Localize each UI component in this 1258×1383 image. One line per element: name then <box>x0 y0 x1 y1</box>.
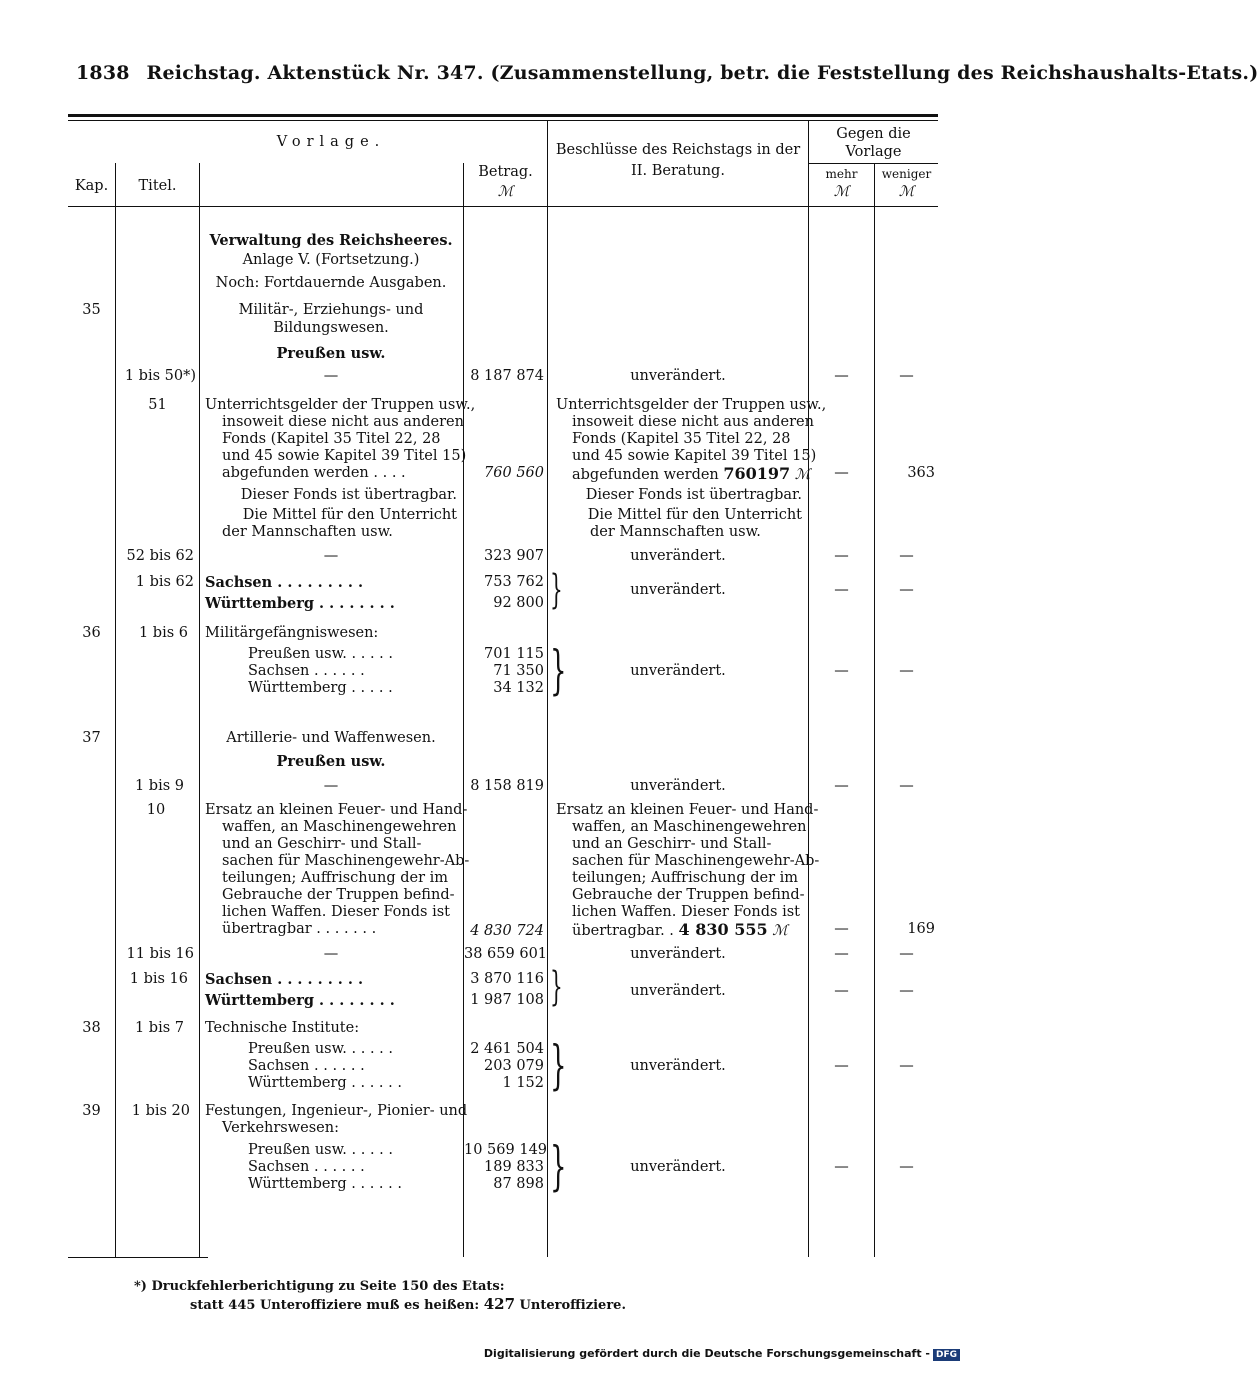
k38-v1: 2 461 504 <box>470 1041 544 1057</box>
k37-r3-titel: 11 bis 16 <box>126 946 194 962</box>
footnote-text-c: Unteroffiziere. <box>519 1298 626 1313</box>
k37-r4-weniger: — <box>899 983 914 999</box>
k35-sachsen: Sachsen . . . . . . . . . <box>205 574 364 591</box>
k35-r3-titel: 52 bis 62 <box>126 548 194 564</box>
k39-l2: Sachsen . . . . . . <box>248 1159 365 1175</box>
k36-heading: Militärgefängniswesen: <box>205 625 379 641</box>
k37-sachsen-betrag: 3 870 116 <box>470 971 544 987</box>
k35-r1-weniger: — <box>899 368 914 384</box>
k37-r1-weniger: — <box>899 778 914 794</box>
k35-r2-b-text-3: Fonds (Kapitel 35 Titel 22, 28 <box>572 431 791 447</box>
k37-r1-betrag: 8 158 819 <box>470 778 544 794</box>
k35-r2-b-note2b: der Mannschaften usw. <box>590 524 761 540</box>
k37-sachsen: Sachsen . . . . . . . . . <box>205 971 364 988</box>
k35-r2-b-last: abgefunden werden <box>572 467 719 483</box>
k35-r2-note2b: der Mannschaften usw. <box>222 524 393 540</box>
kap-35: 35 <box>82 302 101 318</box>
k36-titel: 1 bis 6 <box>138 625 188 641</box>
k37-r2-text-3: und an Geschirr- und Stall- <box>222 836 422 852</box>
header-beschluesse-2: II. Beratung. <box>631 163 725 179</box>
k39-beschluss: unverändert. <box>630 1159 726 1175</box>
k37-r2-b-text-1: Ersatz an kleinen Feuer- und Hand- <box>556 802 819 818</box>
k37-r2-text-7: lichen Waffen. Dieser Fonds ist <box>222 904 450 920</box>
k37-r2-text-4: sachen für Maschinengewehr-Ab- <box>222 853 470 869</box>
section-noch: Noch: Fortdauernde Ausgaben. <box>215 275 447 291</box>
k35-r2-betrag: 760 560 <box>484 465 544 481</box>
header-titel: Titel. <box>138 178 177 194</box>
k37-r2-b-text-7: lichen Waffen. Dieser Fonds ist <box>572 904 800 920</box>
k37-r2-b-text-6: Gebrauche der Truppen befind- <box>572 887 805 903</box>
footnote-line-2 <box>190 1296 626 1314</box>
k35-r1-beschluss: unverändert. <box>630 368 726 384</box>
table-bottom-rule <box>68 1257 208 1258</box>
k37-r2-mehr: — <box>834 921 849 937</box>
k35-r2-text-3: Fonds (Kapitel 35 Titel 22, 28 <box>222 431 441 447</box>
k37-r2-b-text-3: und an Geschirr- und Stall- <box>572 836 772 852</box>
k37-r4-beschluss: unverändert. <box>630 983 726 999</box>
k37-r4-titel: 1 bis 16 <box>129 971 188 987</box>
gegen-sub-rule <box>808 163 938 164</box>
k37-r4-mehr: — <box>834 983 849 999</box>
k39-v2: 189 833 <box>484 1159 544 1175</box>
kap-36: 36 <box>82 625 101 641</box>
k35-preussen: Preußen usw. <box>276 345 386 362</box>
k37-r2-weniger: 169 <box>907 921 935 937</box>
k39-weniger: — <box>899 1159 914 1175</box>
k35-r3-dash: — <box>323 548 339 564</box>
k35-r1-betrag: 8 187 874 <box>470 368 544 384</box>
header-mehr: mehr <box>825 167 858 181</box>
k37-r2-text-1: Ersatz an kleinen Feuer- und Hand- <box>205 802 468 818</box>
k38-beschluss: unverändert. <box>630 1058 726 1074</box>
k35-r4-titel: 1 bis 62 <box>135 574 194 590</box>
k35-r2-titel: 51 <box>148 397 167 413</box>
header-weniger-unit: ℳ <box>898 184 915 200</box>
k35-r2-note2a: Die Mittel für den Unterricht <box>242 507 457 523</box>
header-gegen-2: Vorlage <box>845 144 902 160</box>
k35-r2-b-unit: ℳ <box>794 467 811 483</box>
k38-mehr: — <box>834 1058 849 1074</box>
k37-r3-mehr: — <box>834 946 849 962</box>
col-line-4 <box>547 121 548 1257</box>
k38-heading: Technische Institute: <box>205 1020 360 1036</box>
k37-r2-b-text-2: waffen, an Maschinengewehren <box>572 819 807 835</box>
k35-r3-mehr: — <box>834 548 849 564</box>
header-weniger: weniger <box>881 167 932 181</box>
k39-l3: Württemberg . . . . . . <box>248 1176 402 1192</box>
k37-r2-text-6: Gebrauche der Truppen befind- <box>222 887 455 903</box>
k37-r3-betrag: 38 659 601 <box>464 946 548 962</box>
k35-r2-b-text-4: und 45 sowie Kapitel 39 Titel 15) <box>572 448 817 464</box>
header-mehr-unit: ℳ <box>833 184 850 200</box>
k38-v3: 1 152 <box>502 1075 544 1091</box>
k37-r3-beschluss: unverändert. <box>630 946 726 962</box>
k37-r2-betrag: 4 830 724 <box>470 923 544 939</box>
k36-v3: 34 132 <box>493 680 544 696</box>
k37-r1-beschluss: unverändert. <box>630 778 726 794</box>
k37-brace: } <box>550 964 563 1010</box>
k39-v1: 10 569 149 <box>464 1142 548 1158</box>
k37-heading: Artillerie- und Waffenwesen. <box>226 730 436 746</box>
section-anlage: Anlage V. (Fortsetzung.) <box>242 252 420 268</box>
k38-v2: 203 079 <box>484 1058 544 1074</box>
credit-text: Digitalisierung gefördert durch die Deutsche Forschungsgemeinschaft - <box>483 1347 930 1360</box>
k37-wuerttemberg-betrag: 1 987 108 <box>470 992 544 1008</box>
k36-l3: Württemberg . . . . . <box>248 680 393 696</box>
k39-v3: 87 898 <box>493 1176 544 1192</box>
k35-r4-beschluss: unverändert. <box>630 582 726 598</box>
k37-r3-dash: — <box>323 946 339 962</box>
section-heading: Verwaltung des Reichsheeres. <box>209 232 453 249</box>
k35-r3-beschluss: unverändert. <box>630 548 726 564</box>
col-line-1 <box>115 163 116 1257</box>
k35-wuerttemberg: Württemberg . . . . . . . . <box>205 595 395 612</box>
page-number: 1838 <box>76 62 130 84</box>
col-line-5 <box>808 121 809 1257</box>
k35-r4-mehr: — <box>834 582 849 598</box>
header-beschluesse-1: Beschlüsse des Reichstags in der <box>555 142 801 158</box>
k38-weniger: — <box>899 1058 914 1074</box>
header-kap: Kap. <box>74 178 109 194</box>
k37-r2-b-unit: ℳ <box>772 923 788 939</box>
k39-titel: 1 bis 20 <box>131 1103 190 1119</box>
k38-titel: 1 bis 7 <box>134 1020 184 1036</box>
k35-r2-text-4: und 45 sowie Kapitel 39 Titel 15) <box>222 448 467 464</box>
k35-r2-text-1: Unterrichtsgelder der Truppen usw., <box>205 397 476 413</box>
k35-r2-b-amount: 760197 <box>723 464 791 483</box>
k38-l3: Württemberg . . . . . . <box>248 1075 402 1091</box>
k37-r2-text-8: übertragbar . . . . . . . <box>222 921 377 937</box>
k39-heading-2: Verkehrswesen: <box>222 1120 339 1136</box>
footnote-text-a: statt 445 Unteroffiziere muß es heißen: <box>190 1298 480 1313</box>
page-header <box>76 62 1258 84</box>
digitization-credit <box>484 1347 960 1361</box>
k37-r1-titel: 1 bis 9 <box>134 778 184 794</box>
col-line-6 <box>874 163 875 1257</box>
k36-l2: Sachsen . . . . . . <box>248 663 365 679</box>
k38-l2: Sachsen . . . . . . <box>248 1058 365 1074</box>
k35-brace: } <box>550 567 563 613</box>
kap-39: 39 <box>82 1103 101 1119</box>
k37-r2-text-5: teilungen; Auffrischung der im <box>222 870 448 886</box>
k39-brace: } <box>550 1137 567 1197</box>
k36-weniger: — <box>899 663 914 679</box>
header-betrag: Betrag. <box>478 164 533 180</box>
k38-brace: } <box>550 1036 567 1096</box>
k35-heading-1: Militär-, Erziehungs- und <box>238 302 424 318</box>
k36-beschluss: unverändert. <box>630 663 726 679</box>
k39-heading-1: Festungen, Ingenieur-, Pionier- und <box>205 1103 468 1119</box>
dfg-logo: DFG <box>933 1349 960 1361</box>
k37-r2-b-amount: 4 830 555 <box>678 920 768 939</box>
top-rule-thick <box>68 114 938 117</box>
k35-r2-b-note2a: Die Mittel für den Unterricht <box>587 507 802 523</box>
k37-r2-b-text-8 <box>572 921 788 940</box>
header-gegen-1: Gegen die <box>836 126 911 142</box>
k37-r2-b-text-4: sachen für Maschinengewehr-Ab- <box>572 853 820 869</box>
k35-r1-titel: 1 bis 50*) <box>124 368 196 384</box>
k35-r2-mehr: — <box>834 465 849 481</box>
k35-r2-text-2: insoweit diese nicht aus anderen <box>222 414 464 430</box>
k35-r2-weniger: 363 <box>907 465 935 481</box>
k36-brace: } <box>550 641 567 701</box>
k36-v2: 71 350 <box>493 663 544 679</box>
k35-r3-betrag: 323 907 <box>484 548 544 564</box>
k35-sachsen-betrag: 753 762 <box>484 574 544 590</box>
k35-r2-b-note1: Dieser Fonds ist übertragbar. <box>585 487 802 503</box>
k35-r4-weniger: — <box>899 582 914 598</box>
footnote-number: 427 <box>483 1295 516 1313</box>
k37-preussen: Preußen usw. <box>276 753 386 770</box>
k35-wuerttemberg-betrag: 92 800 <box>493 595 544 611</box>
k35-r3-weniger: — <box>899 548 914 564</box>
k37-r1-dash: — <box>323 778 339 794</box>
footnote-line-1: *) Druckfehlerberichtigung zu Seite 150 des Etats: <box>134 1279 505 1294</box>
header-vorlage: Vorlage. <box>276 134 386 150</box>
k37-r2-b-text-5: teilungen; Auffrischung der im <box>572 870 798 886</box>
kap-38: 38 <box>82 1020 101 1036</box>
k36-mehr: — <box>834 663 849 679</box>
k37-r2-text-2: waffen, an Maschinengewehren <box>222 819 457 835</box>
k35-r2-text-5: abgefunden werden . . . . <box>222 465 406 481</box>
k39-l1: Preußen usw. . . . . . <box>248 1142 393 1158</box>
k36-v1: 701 115 <box>484 646 544 662</box>
page-title: Reichstag. Aktenstück Nr. 347. (Zusammenstellung, betr. die Feststellung des Reichshaushalts-Etats.) <box>146 62 1258 84</box>
header-betrag-unit: ℳ <box>497 184 514 200</box>
k37-wuerttemberg: Württemberg . . . . . . . . <box>205 992 395 1009</box>
k35-r1-mehr: — <box>834 368 849 384</box>
k35-r2-b-text-2: insoweit diese nicht aus anderen <box>572 414 814 430</box>
k39-mehr: — <box>834 1159 849 1175</box>
k35-heading-2: Bildungswesen. <box>273 320 389 336</box>
k37-r3-weniger: — <box>899 946 914 962</box>
k35-r1-dash: — <box>323 368 339 384</box>
kap-37: 37 <box>82 730 101 746</box>
col-line-3 <box>463 163 464 1257</box>
k37-r1-mehr: — <box>834 778 849 794</box>
k35-r2-b-text-5 <box>572 465 810 484</box>
k38-l1: Preußen usw. . . . . . <box>248 1041 393 1057</box>
k37-r2-b-last: übertragbar. . <box>572 923 674 939</box>
k35-r2-note1: Dieser Fonds ist übertragbar. <box>240 487 457 503</box>
k36-l1: Preußen usw. . . . . . <box>248 646 393 662</box>
k35-r2-b-text-1: Unterrichtsgelder der Truppen usw., <box>556 397 827 413</box>
k37-r2-titel: 10 <box>146 802 166 818</box>
